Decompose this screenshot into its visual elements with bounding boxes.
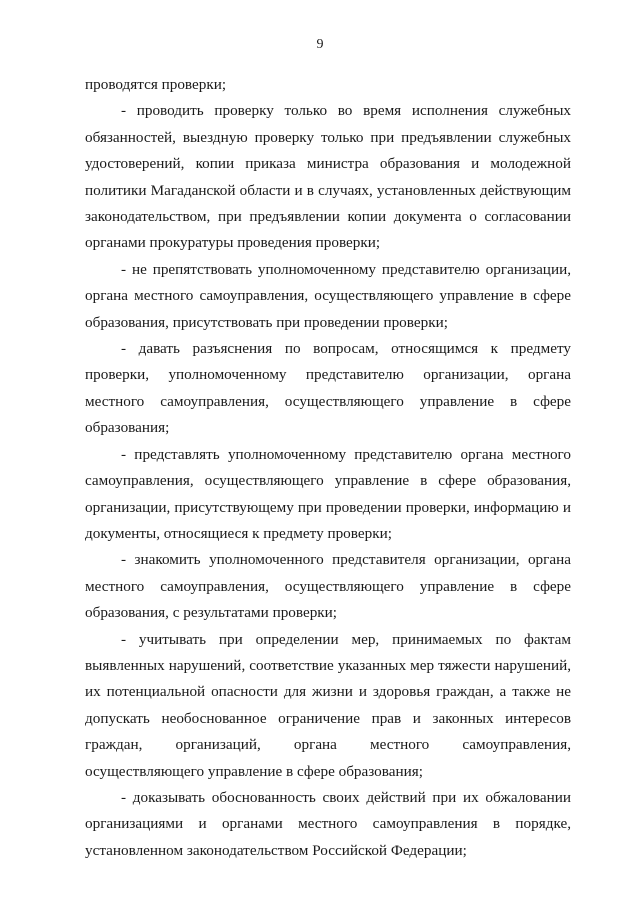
paragraph-conduct-inspection: - проводить проверку только во время исполнения служебных обязанностей, выездную проверку только при предъявлении служебных удостоверений, копии приказа министра образования и молодежной политики Магаданской области и в случаях, установленных действующим законодательством, при предъявлении копии документа о согласовании органами прокуратуры проведения проверки; (85, 102, 571, 252)
paragraph-give-explanations: - давать разъяснения по вопросам, относящимся к предмету проверки, уполномоченному представителю организации, органа местного самоуправления, осуществляющего управление в сфере образования; (85, 340, 571, 437)
paragraph-prove-validity: - доказывать обоснованность своих действий при их обжаловании организациями и органами местного самоуправления в порядке, установленном законодательством Российской Федерации; (85, 788, 571, 859)
paragraph-inform-results: - знакомить уполномоченного представителя организации, органа местного самоуправления, осуществляющего управление в сфере образования, с результатами проверки; (85, 551, 571, 622)
paragraph-continuation: проводятся проверки; (85, 76, 227, 93)
paragraph-provide-information: - представлять уполномоченному представителю органа местного самоуправления, осуществляющего управление в сфере образования, организации, присутствующему при проведении проверки, информацию и документы, относящиеся к предмету проверки; (85, 445, 571, 542)
document-body (85, 72, 571, 864)
paragraph-not-obstruct: - не препятствовать уполномоченному представителю организации, органа местного самоуправления, осуществляющего управление в сфере образования, присутствовать при проведении проверки; (85, 260, 571, 331)
page-number: 9 (316, 37, 324, 52)
paragraph-consider-measures: - учитывать при определении мер, принимаемых по фактам выявленных нарушений, соответствие указанных мер тяжести нарушений, их потенциальной опасности для жизни и здоровья граждан, а также не допускать необоснованное ограничение прав и законных интересов граждан, организаций, органа местного самоуправления, осуществляющего управление в сфере образования; (85, 630, 571, 780)
